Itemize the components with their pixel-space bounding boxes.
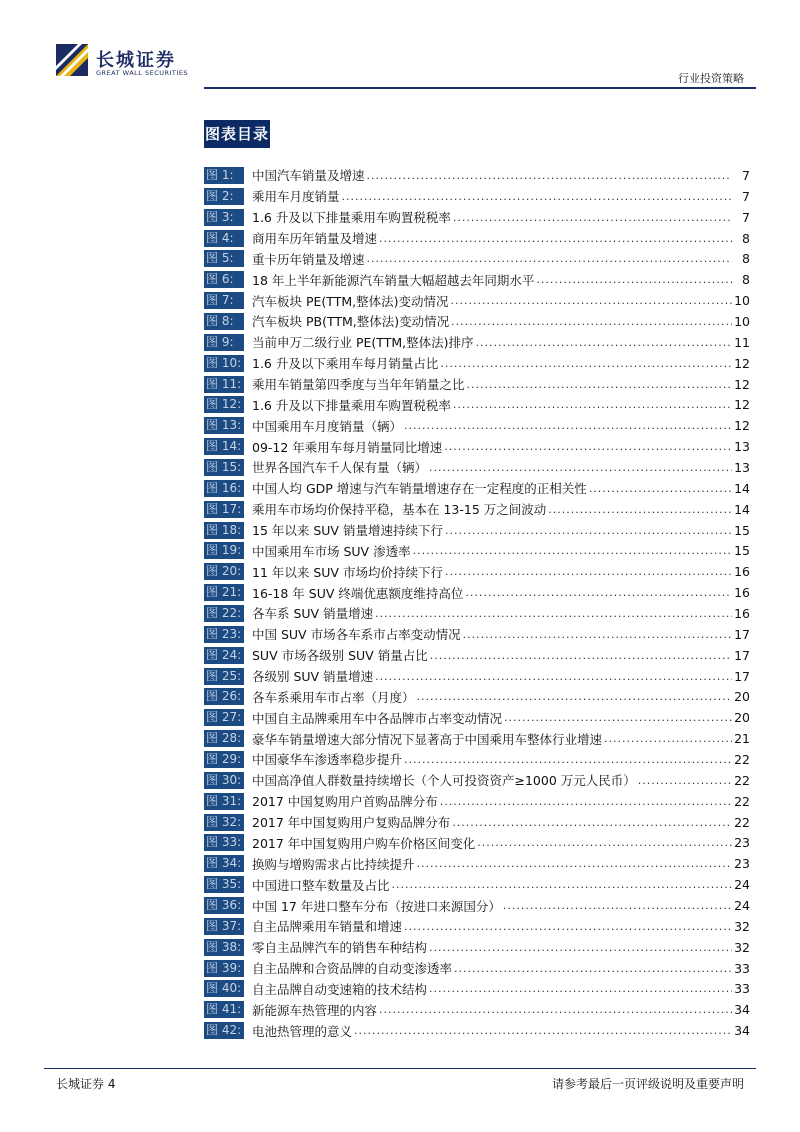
toc-entry[interactable] [204,332,750,353]
figure-number: 图 36: [204,897,244,914]
figure-number: 图 9: [204,334,244,351]
toc-entry[interactable] [204,958,750,979]
page-number: 12 [734,355,750,371]
figure-number: 图 16: [204,480,244,497]
toc-entry[interactable] [204,499,750,520]
company-name-cn: 长城证券 [96,50,176,71]
dot-leader [452,816,732,829]
page-number: 17 [734,626,750,642]
dot-leader [548,503,732,516]
dot-leader [467,378,732,391]
dot-leader [429,941,732,954]
figure-number: 图 8: [204,313,244,330]
page-number: 14 [734,501,750,517]
page-number: 11 [734,334,750,350]
dot-leader [445,524,732,537]
figure-title: 16-18 年 SUV 终端优惠额度维持高位 [252,585,464,601]
figure-number: 图 41: [204,1001,244,1018]
page-number: 23 [734,856,750,872]
toc-entry[interactable] [204,374,750,395]
figure-title: 15 年以来 SUV 销量增速持续下行 [252,523,443,539]
page-number: 24 [734,877,750,893]
page-number: 13 [734,459,750,475]
figure-number: 图 14: [204,438,244,455]
page-number: 32 [734,918,750,934]
toc-entry[interactable] [204,853,750,874]
figure-title: 重卡历年销量及增速 [252,251,365,267]
toc-entry[interactable] [204,394,750,415]
figure-number: 图 6: [204,271,244,288]
figure-number: 图 18: [204,522,244,539]
figure-title: 11 年以来 SUV 市场均价持续下行 [252,564,443,580]
page-number: 33 [734,960,750,976]
page-number: 8 [742,230,750,246]
footer-divider [44,1068,756,1069]
figure-number: 图 35: [204,876,244,893]
footer-page-label: 长城证券 4 [56,1077,116,1091]
toc-entry[interactable] [204,561,750,582]
dot-leader [450,294,732,307]
figure-number: 图 5: [204,250,244,267]
figure-number: 图 17: [204,501,244,518]
figure-title: 自主品牌和合资品牌的自动变渗透率 [252,961,453,977]
dot-leader [417,857,732,870]
figure-title: 自主品牌自动变速箱的技术结构 [252,981,428,997]
page-number: 22 [734,772,750,788]
page-number: 21 [734,731,750,747]
figure-number: 图 34: [204,855,244,872]
toc-entry[interactable] [204,1020,750,1041]
page-number: 16 [734,585,750,601]
dot-leader [463,628,732,641]
page-number: 34 [734,1002,750,1018]
dot-leader [367,169,732,182]
figure-title: 自主品牌乘用车销量和增速 [252,919,403,935]
figure-title: 中国 17 年进口整车分布（按进口来源国分） [252,898,501,914]
page-number: 22 [734,751,750,767]
toc-entry[interactable] [204,979,750,1000]
figure-title: 1.6 升及以下排量乘用车购置税税率 [252,210,451,226]
toc-entry[interactable] [204,248,750,269]
company-name-en: GREAT WALL SECURITIES [96,69,189,77]
toc-entry[interactable] [204,415,750,436]
toc-title: 图表目录 [204,120,270,148]
figure-title: 中国豪华车渗透率稳步提升 [252,752,403,768]
page-number: 33 [734,981,750,997]
page-number: 16 [734,564,750,580]
dot-leader [413,544,732,557]
footer-disclaimer: 请参考最后一页评级说明及重要声明 [551,1077,744,1091]
toc-entry[interactable] [204,582,750,603]
figure-number: 图 31: [204,793,244,810]
dot-leader [638,774,732,787]
dot-leader [475,336,732,349]
toc-entry[interactable] [204,228,750,249]
figure-title: 18 年上半年新能源汽车销量大幅超越去年同期水平 [252,272,535,288]
dot-leader [454,962,732,975]
figure-title: 乘用车市场均价保持平稳，基本在 13-15 万之间波动 [252,502,547,518]
page-number: 17 [734,668,750,684]
figure-number: 图 33: [204,834,244,851]
toc-entry[interactable] [204,937,750,958]
toc-entry[interactable] [204,707,750,728]
figure-number: 图 21: [204,584,244,601]
page-number: 8 [742,272,750,288]
page-number: 12 [734,418,750,434]
figure-title: 2017 中国复购用户首购品牌分布 [252,794,438,810]
dot-leader [379,232,732,245]
figure-number: 图 28: [204,730,244,747]
dot-leader [465,586,732,599]
page-number: 12 [734,376,750,392]
toc-entry[interactable] [204,186,750,207]
figure-number: 图 13: [204,417,244,434]
dot-leader [440,795,732,808]
toc-entry[interactable] [204,916,750,937]
toc-entry[interactable] [204,770,750,791]
figure-number: 图 27: [204,709,244,726]
toc-entry[interactable] [204,666,750,687]
figure-title: 1.6 升及以下排量乘用车购置税税率 [252,397,451,413]
toc-entry[interactable] [204,686,750,707]
figure-title: 乘用车销量第四季度与当年年销量之比 [252,377,465,393]
dot-leader [430,649,732,662]
dot-leader [354,1024,732,1037]
dot-leader [453,398,732,411]
dot-leader [503,899,732,912]
dot-leader [404,419,732,432]
toc-entry[interactable] [204,311,750,332]
toc-entry[interactable] [204,833,750,854]
figure-title: SUV 市场各级别 SUV 销量占比 [252,648,428,664]
figure-title: 汽车板块 PE(TTM,整体法)变动情况 [252,293,449,309]
figure-title: 豪华车销量增速大部分情况下显著高于中国乘用车整体行业增速 [252,731,603,747]
page-number: 34 [734,1023,750,1039]
figure-number: 图 3: [204,209,244,226]
dot-leader [404,920,732,933]
page-number: 32 [734,939,750,955]
page-number: 20 [734,710,750,726]
page-number: 7 [742,167,750,183]
page-number: 7 [742,188,750,204]
figure-title: 2017 年中国复购用户复购品牌分布 [252,815,451,831]
figure-title: 中国进口整车数量及占比 [252,877,390,893]
dot-leader [504,711,732,724]
toc-entry[interactable] [204,353,750,374]
figure-number: 图 40: [204,980,244,997]
figure-title: 乘用车月度销量 [252,189,340,205]
figure-number: 图 4: [204,230,244,247]
page-number: 22 [734,814,750,830]
toc-entry[interactable] [204,165,750,186]
toc-entry[interactable] [204,749,750,770]
figure-number: 图 1: [204,167,244,184]
figure-number: 图 2: [204,188,244,205]
toc-entry[interactable] [204,603,750,624]
figure-number: 图 15: [204,459,244,476]
figure-title: 中国 SUV 市场各车系市占率变动情况 [252,627,461,643]
toc-entry[interactable] [204,645,750,666]
figure-list [204,165,750,1041]
toc-entry[interactable] [204,478,750,499]
dot-leader [440,357,732,370]
figure-number: 图 22: [204,605,244,622]
toc-entry[interactable] [204,207,750,228]
dot-leader [477,836,732,849]
figure-title: 零自主品牌汽车的销售车种结构 [252,940,428,956]
figure-number: 图 32: [204,814,244,831]
toc-entry[interactable] [204,999,750,1020]
page-number: 8 [742,251,750,267]
page-number: 12 [734,397,750,413]
page-number: 15 [734,522,750,538]
figure-title: 世界各国汽车千人保有量（辆） [252,460,428,476]
toc-entry[interactable] [204,895,750,916]
dot-leader [604,732,732,745]
dot-leader [429,461,732,474]
figure-title: 中国乘用车月度销量（辆） [252,418,403,434]
company-logo [56,44,206,84]
page-number: 20 [734,689,750,705]
dot-leader [417,690,732,703]
page-number: 10 [734,293,750,309]
dot-leader [451,315,732,328]
figure-number: 图 37: [204,918,244,935]
dot-leader [375,670,732,683]
figure-number: 图 23: [204,626,244,643]
header-divider [204,87,756,89]
report-type: 行业投资策略 [678,72,744,85]
figure-number: 图 26: [204,688,244,705]
figure-number: 图 29: [204,751,244,768]
toc-entry[interactable] [204,290,750,311]
toc-entry[interactable] [204,728,750,749]
dot-leader [444,440,732,453]
toc-entry[interactable] [204,812,750,833]
figure-title: 当前申万二级行业 PE(TTM,整体法)排序 [252,335,474,351]
dot-leader [342,190,732,203]
figure-title: 新能源车热管理的内容 [252,1002,378,1018]
toc-entry[interactable] [204,791,750,812]
figure-title: 各车系 SUV 销量增速 [252,606,374,622]
page-number: 23 [734,835,750,851]
figure-number: 图 10: [204,355,244,372]
figure-number: 图 11: [204,376,244,393]
figure-number: 图 7: [204,292,244,309]
toc-entry[interactable] [204,436,750,457]
toc-entry[interactable] [204,269,750,290]
figure-number: 图 38: [204,939,244,956]
figure-title: 商用车历年销量及增速 [252,231,378,246]
figure-title: 09-12 年乘用车每月销量同比增速 [252,439,443,455]
figure-number: 图 24: [204,647,244,664]
figure-title: 中国乘用车市场 SUV 渗透率 [252,543,411,559]
dot-leader [375,607,732,620]
dot-leader [379,1003,732,1016]
figure-title: 电池热管理的意义 [252,1023,353,1039]
toc-entry[interactable] [204,540,750,561]
page-number: 15 [734,543,750,559]
figure-title: 各级别 SUV 销量增速 [252,669,374,685]
toc-entry[interactable] [204,874,750,895]
figure-number: 图 12: [204,396,244,413]
dot-leader [404,753,732,766]
toc-entry[interactable] [204,520,750,541]
dot-leader [392,878,732,891]
dot-leader [445,565,732,578]
dot-leader [536,273,732,286]
toc-entry[interactable] [204,457,750,478]
dot-leader [589,482,732,495]
dot-leader [453,211,732,224]
page-number: 24 [734,898,750,913]
page-number: 10 [734,313,750,329]
figure-title: 中国人均 GDP 增速与汽车销量增速存在一定程度的正相关性 [252,481,587,497]
page-number: 13 [734,439,750,455]
figure-title: 换购与增购需求占比持续提升 [252,856,415,872]
figure-title: 中国汽车销量及增速 [252,168,365,184]
figure-number: 图 20: [204,563,244,580]
figure-title: 中国自主品牌乘用车中各品牌市占率变动情况 [252,710,503,726]
figure-number: 图 25: [204,668,244,685]
page-number: 22 [734,793,750,809]
page-number: 14 [734,480,750,496]
page-number: 7 [742,209,750,225]
figure-number: 图 39: [204,960,244,977]
figure-title: 汽车板块 PB(TTM,整体法)变动情况 [252,314,450,330]
figure-title: 各车系乘用车市占率（月度） [252,689,415,705]
page-number: 16 [734,605,750,621]
page-number: 17 [734,647,750,663]
figure-title: 中国高净值人群数量持续增长（个人可投资资产≥1000 万元人民币） [252,773,636,789]
figure-title: 1.6 升及以下乘用车每月销量占比 [252,356,439,372]
toc-entry[interactable] [204,624,750,645]
figure-title: 2017 年中国复购用户购车价格区间变化 [252,835,476,851]
figure-number: 图 19: [204,542,244,559]
figure-number: 图 30: [204,772,244,789]
figure-number: 图 42: [204,1022,244,1039]
great-wall-logo-icon [56,44,88,76]
dot-leader [429,982,732,995]
dot-leader [367,252,732,265]
